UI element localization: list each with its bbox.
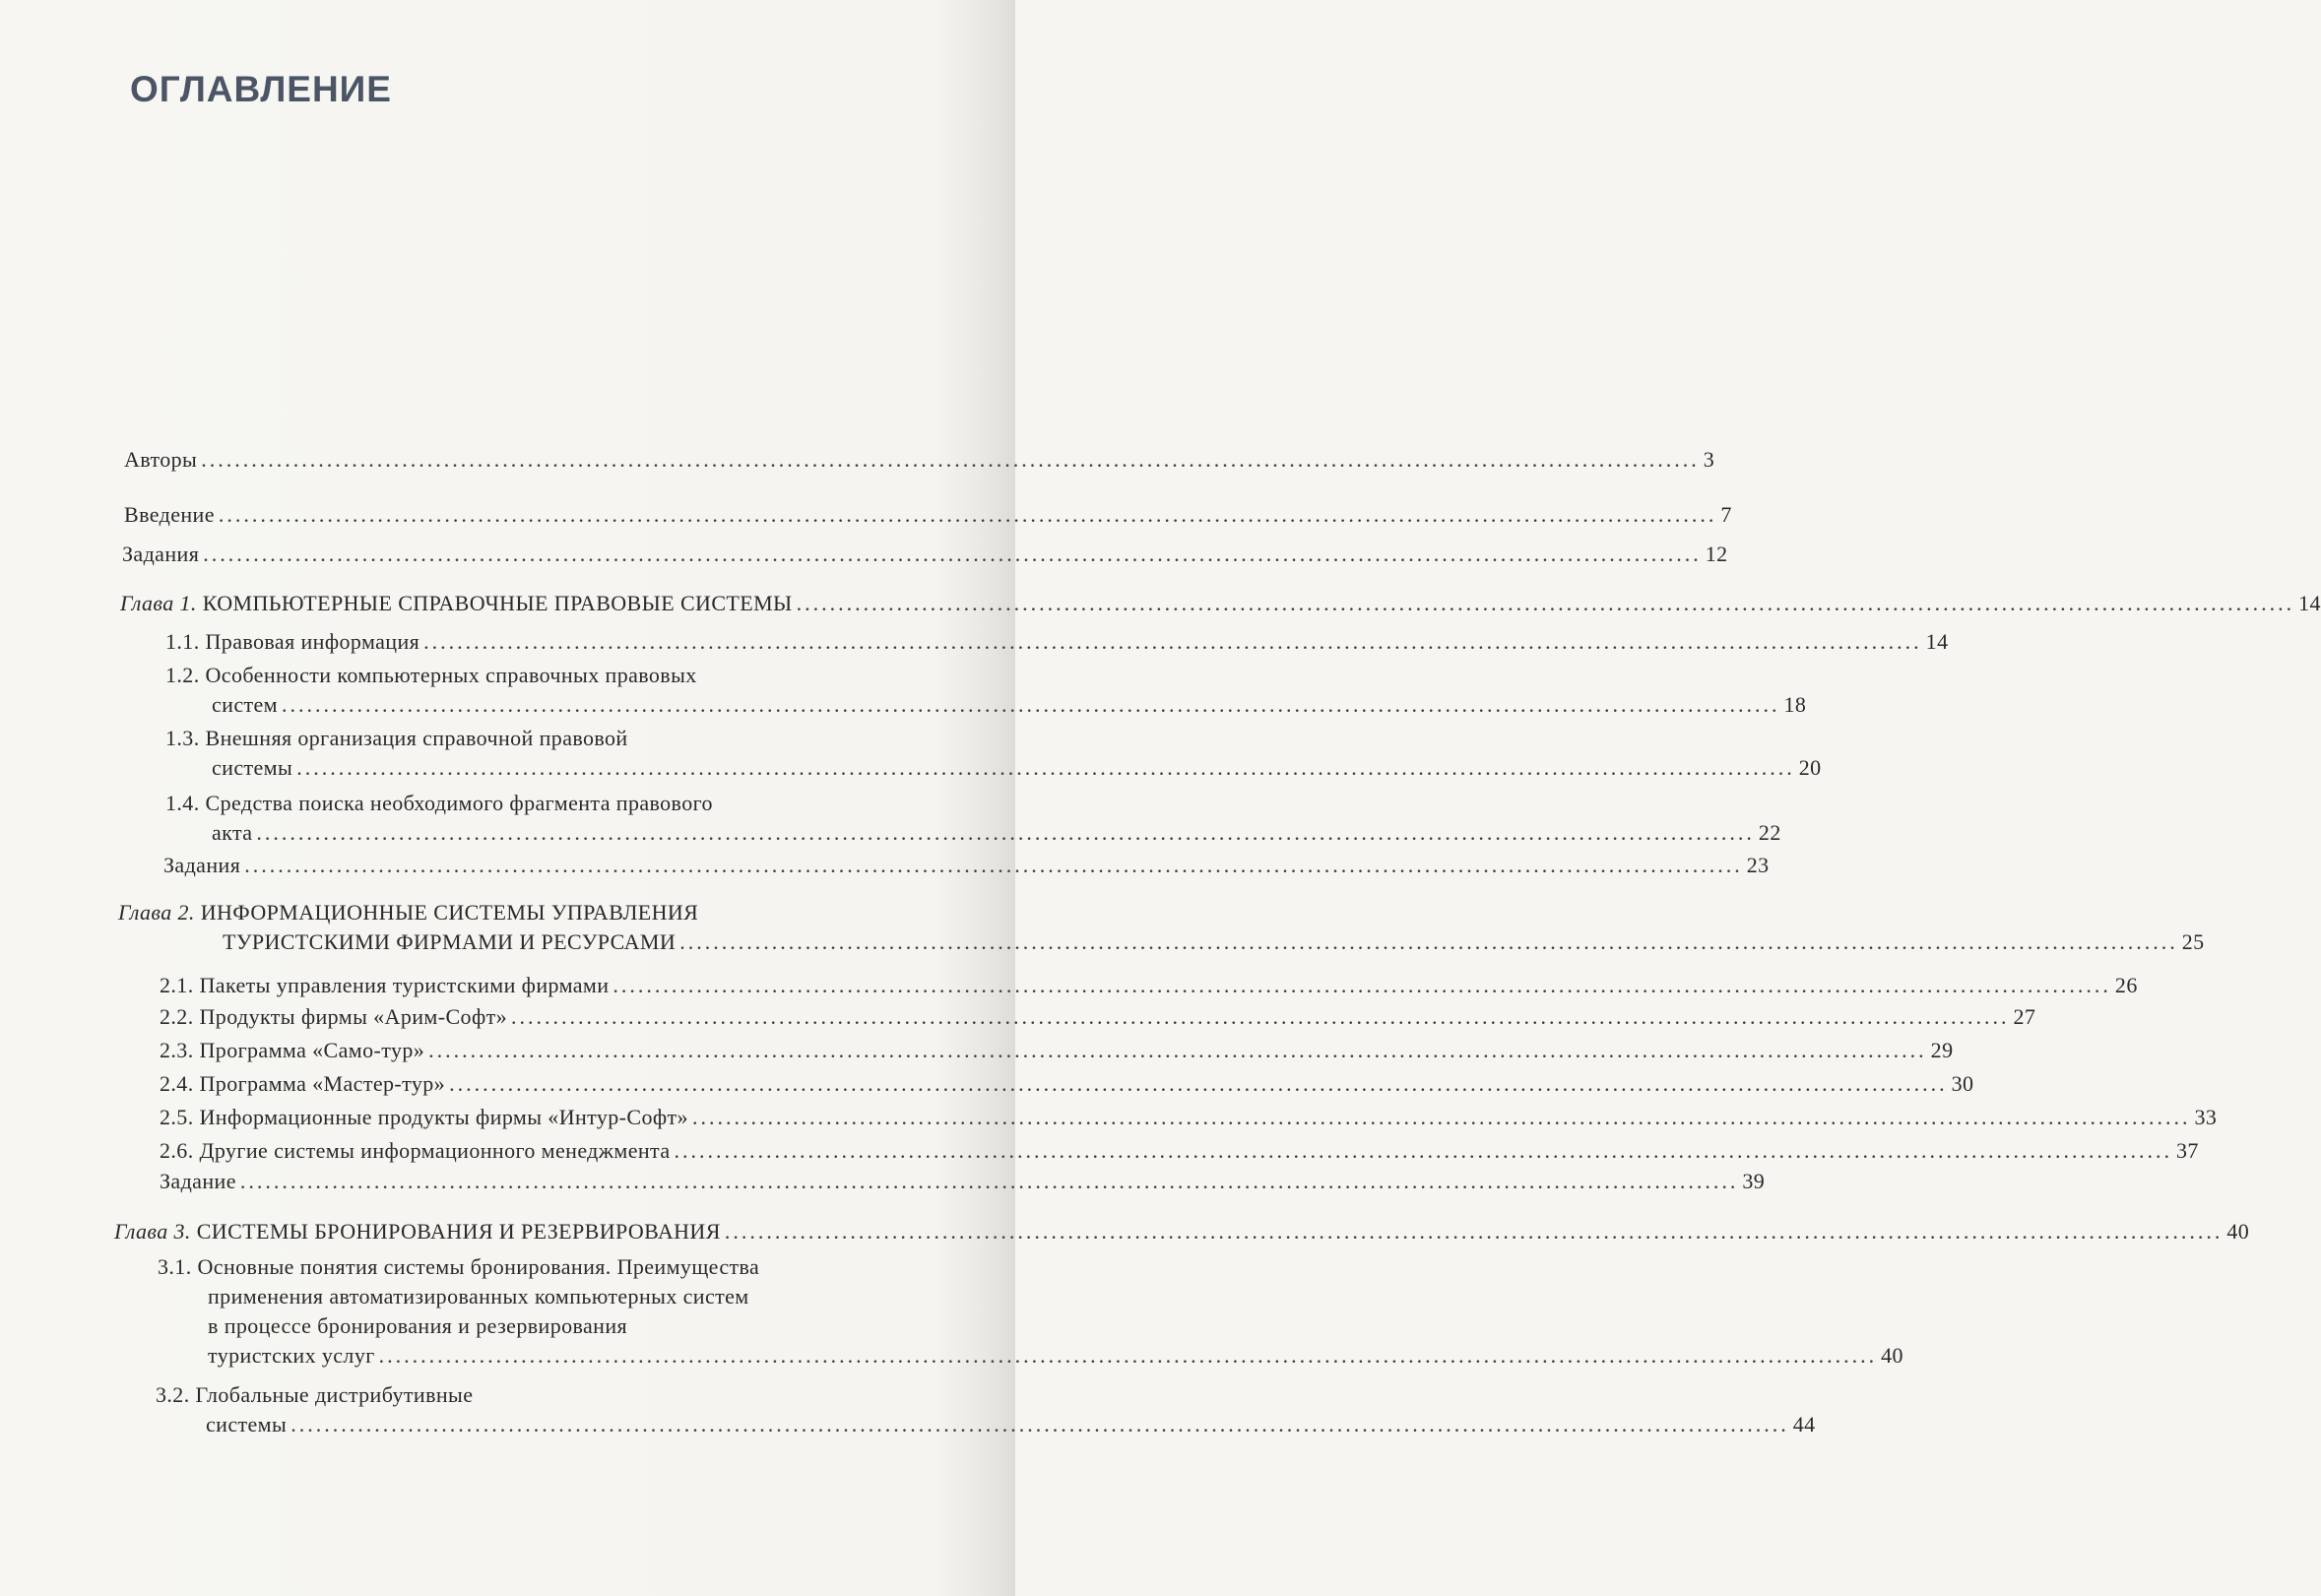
toc-page: 30 — [1951, 1071, 1974, 1096]
toc-section-3-1[interactable] — [158, 1252, 1903, 1371]
section-title: Средства поиска необходимого фрагмента правового — [205, 791, 713, 815]
section-number: 1.4. — [165, 791, 200, 815]
section-number: 1.1. — [165, 629, 200, 654]
leader-dots: ................................................................................................................................................................................... — [674, 1138, 2172, 1163]
toc-page: 18 — [1783, 692, 1807, 717]
section-title: Продукты фирмы «Арим-Софт» — [199, 1004, 508, 1029]
toc-page: 14 — [1925, 629, 1949, 654]
section-title-cont: акта — [212, 820, 253, 845]
toc-section-1-3[interactable] — [165, 724, 1822, 783]
section-title: Пакеты управления туристскими фирмами — [199, 973, 610, 997]
section-title: Программа «Мастер-тур» — [199, 1071, 446, 1096]
toc-page: 12 — [1705, 542, 1728, 566]
toc-section-1-1[interactable] — [165, 627, 1949, 657]
section-title: Глобальные дистрибутивные — [195, 1382, 474, 1407]
section-number: 2.6. — [160, 1138, 194, 1163]
section-title-cont: систем — [212, 692, 279, 717]
leader-dots: ................................................................................................................................................................................... — [290, 1412, 1789, 1436]
chapter-title: КОМПЬЮТЕРНЫЕ СПРАВОЧНЫЕ ПРАВОВЫЕ СИСТЕМЫ — [202, 591, 793, 615]
toc-page: 7 — [1720, 502, 1732, 527]
leader-dots: ................................................................................................................................................................................... — [239, 1169, 1739, 1193]
toc-section-2-3[interactable] — [160, 1036, 1954, 1065]
section-title: Информационные продукты фирмы «Интур-Софт» — [199, 1105, 688, 1129]
leader-dots: ................................................................................................................................................................................... — [244, 853, 1743, 877]
toc-page: 14 — [2298, 591, 2321, 615]
toc-page: 22 — [1758, 820, 1781, 845]
toc-section-2-4[interactable] — [160, 1069, 1974, 1099]
section-title: Программа «Само-тур» — [199, 1038, 425, 1062]
toc-page: 3 — [1703, 447, 1715, 472]
section-title-cont: в процессе бронирования и резервирования — [208, 1313, 628, 1338]
section-number: 2.2. — [160, 1004, 194, 1029]
toc-page: 40 — [1881, 1343, 1903, 1368]
toc-page: 40 — [2226, 1219, 2250, 1244]
toc-page: 27 — [2013, 1004, 2036, 1029]
toc-section-2-6[interactable] — [160, 1136, 2199, 1166]
toc-entry-ch1-tasks[interactable] — [163, 851, 1770, 880]
toc-label: Задание — [160, 1169, 236, 1193]
leader-dots: ................................................................................................................................................................................... — [449, 1071, 1948, 1096]
section-title: Внешняя организация справочной правовой — [205, 726, 628, 750]
section-number: 1.2. — [165, 663, 200, 687]
toc-page: 39 — [1742, 1169, 1766, 1193]
toc-chapter-1[interactable] — [120, 589, 2321, 618]
section-title: Правовая информация — [205, 629, 420, 654]
toc-section-1-4[interactable] — [165, 789, 1781, 848]
toc-entry-intro[interactable] — [124, 500, 1732, 530]
toc-section-2-2[interactable] — [160, 1002, 2036, 1032]
section-number: 1.3. — [165, 726, 200, 750]
leader-dots: ................................................................................................................................................................................... — [511, 1004, 2010, 1029]
toc-section-3-2[interactable] — [156, 1380, 1816, 1439]
leader-dots: ................................................................................................................................................................................... — [378, 1343, 1878, 1368]
toc-entry-tasks[interactable] — [122, 540, 1728, 569]
chapter-title: ИНФОРМАЦИОННЫЕ СИСТЕМЫ УПРАВЛЕНИЯ — [200, 900, 699, 925]
toc-page: 25 — [2181, 929, 2205, 954]
leader-dots: ................................................................................................................................................................................... — [256, 820, 1755, 845]
page-title: ОГЛАВЛЕНИЕ — [130, 69, 392, 109]
chapter-title-cont: ТУРИСТСКИМИ ФИРМАМИ И РЕСУРСАМИ — [223, 929, 677, 954]
leader-dots: ................................................................................................................................................................................... — [423, 629, 1922, 654]
leader-dots: ................................................................................................................................................................................... — [796, 591, 2295, 615]
leader-dots: ................................................................................................................................................................................... — [282, 692, 1780, 717]
toc-chapter-2[interactable] — [118, 898, 2205, 957]
toc-section-2-1[interactable] — [160, 971, 2138, 1000]
toc-label: Введение — [124, 502, 215, 527]
section-number: 2.1. — [160, 973, 194, 997]
toc-label: Задания — [163, 853, 241, 877]
toc-page: 33 — [2194, 1105, 2218, 1129]
toc-page: 29 — [1930, 1038, 1954, 1062]
toc-section-2-5[interactable] — [160, 1103, 2218, 1132]
section-title-cont: системы — [206, 1412, 288, 1436]
section-title: Другие системы информационного менеджмента — [199, 1138, 671, 1163]
section-number: 2.4. — [160, 1071, 194, 1096]
section-title-cont: системы — [212, 755, 293, 780]
toc-page: 26 — [2114, 973, 2138, 997]
section-number: 3.2. — [156, 1382, 190, 1407]
chapter-prefix: Глава 2. — [118, 900, 195, 925]
toc-page: 20 — [1798, 755, 1822, 780]
leader-dots: ................................................................................................................................................................................... — [679, 929, 2178, 954]
section-number: 3.1. — [158, 1254, 192, 1279]
toc-page: 44 — [1792, 1412, 1816, 1436]
section-title: Основные понятия системы бронирования. Преимущества — [197, 1254, 760, 1279]
toc-entry-authors[interactable] — [124, 445, 1715, 475]
toc-page: 23 — [1746, 853, 1770, 877]
toc-label: Авторы — [124, 447, 198, 472]
chapter-prefix: Глава 3. — [114, 1219, 191, 1244]
leader-dots: ................................................................................................................................................................................... — [612, 973, 2111, 997]
chapter-title: СИСТЕМЫ БРОНИРОВАНИЯ И РЕЗЕРВИРОВАНИЯ — [196, 1219, 721, 1244]
toc-label: Задания — [122, 542, 200, 566]
section-number: 2.5. — [160, 1105, 194, 1129]
leader-dots: ................................................................................................................................................................................... — [724, 1219, 2224, 1244]
leader-dots: ................................................................................................................................................................................... — [218, 502, 1717, 527]
leader-dots: ................................................................................................................................................................................... — [296, 755, 1795, 780]
toc-page: 37 — [2176, 1138, 2199, 1163]
leader-dots: ................................................................................................................................................................................... — [691, 1105, 2191, 1129]
section-number: 2.3. — [160, 1038, 194, 1062]
toc-chapter-3[interactable] — [114, 1217, 2250, 1246]
toc-entry-ch2-task[interactable] — [160, 1167, 1766, 1196]
toc-section-1-2[interactable] — [165, 661, 1807, 720]
section-title-cont: применения автоматизированных компьютерных систем — [208, 1284, 749, 1309]
section-title-cont: туристских услуг — [208, 1343, 375, 1368]
chapter-prefix: Глава 1. — [120, 591, 197, 615]
section-title: Особенности компьютерных справочных правовых — [205, 663, 697, 687]
leader-dots: ................................................................................................................................................................................... — [203, 542, 1702, 566]
leader-dots: ................................................................................................................................................................................... — [428, 1038, 1927, 1062]
leader-dots: ................................................................................................................................................................................... — [201, 447, 1700, 472]
